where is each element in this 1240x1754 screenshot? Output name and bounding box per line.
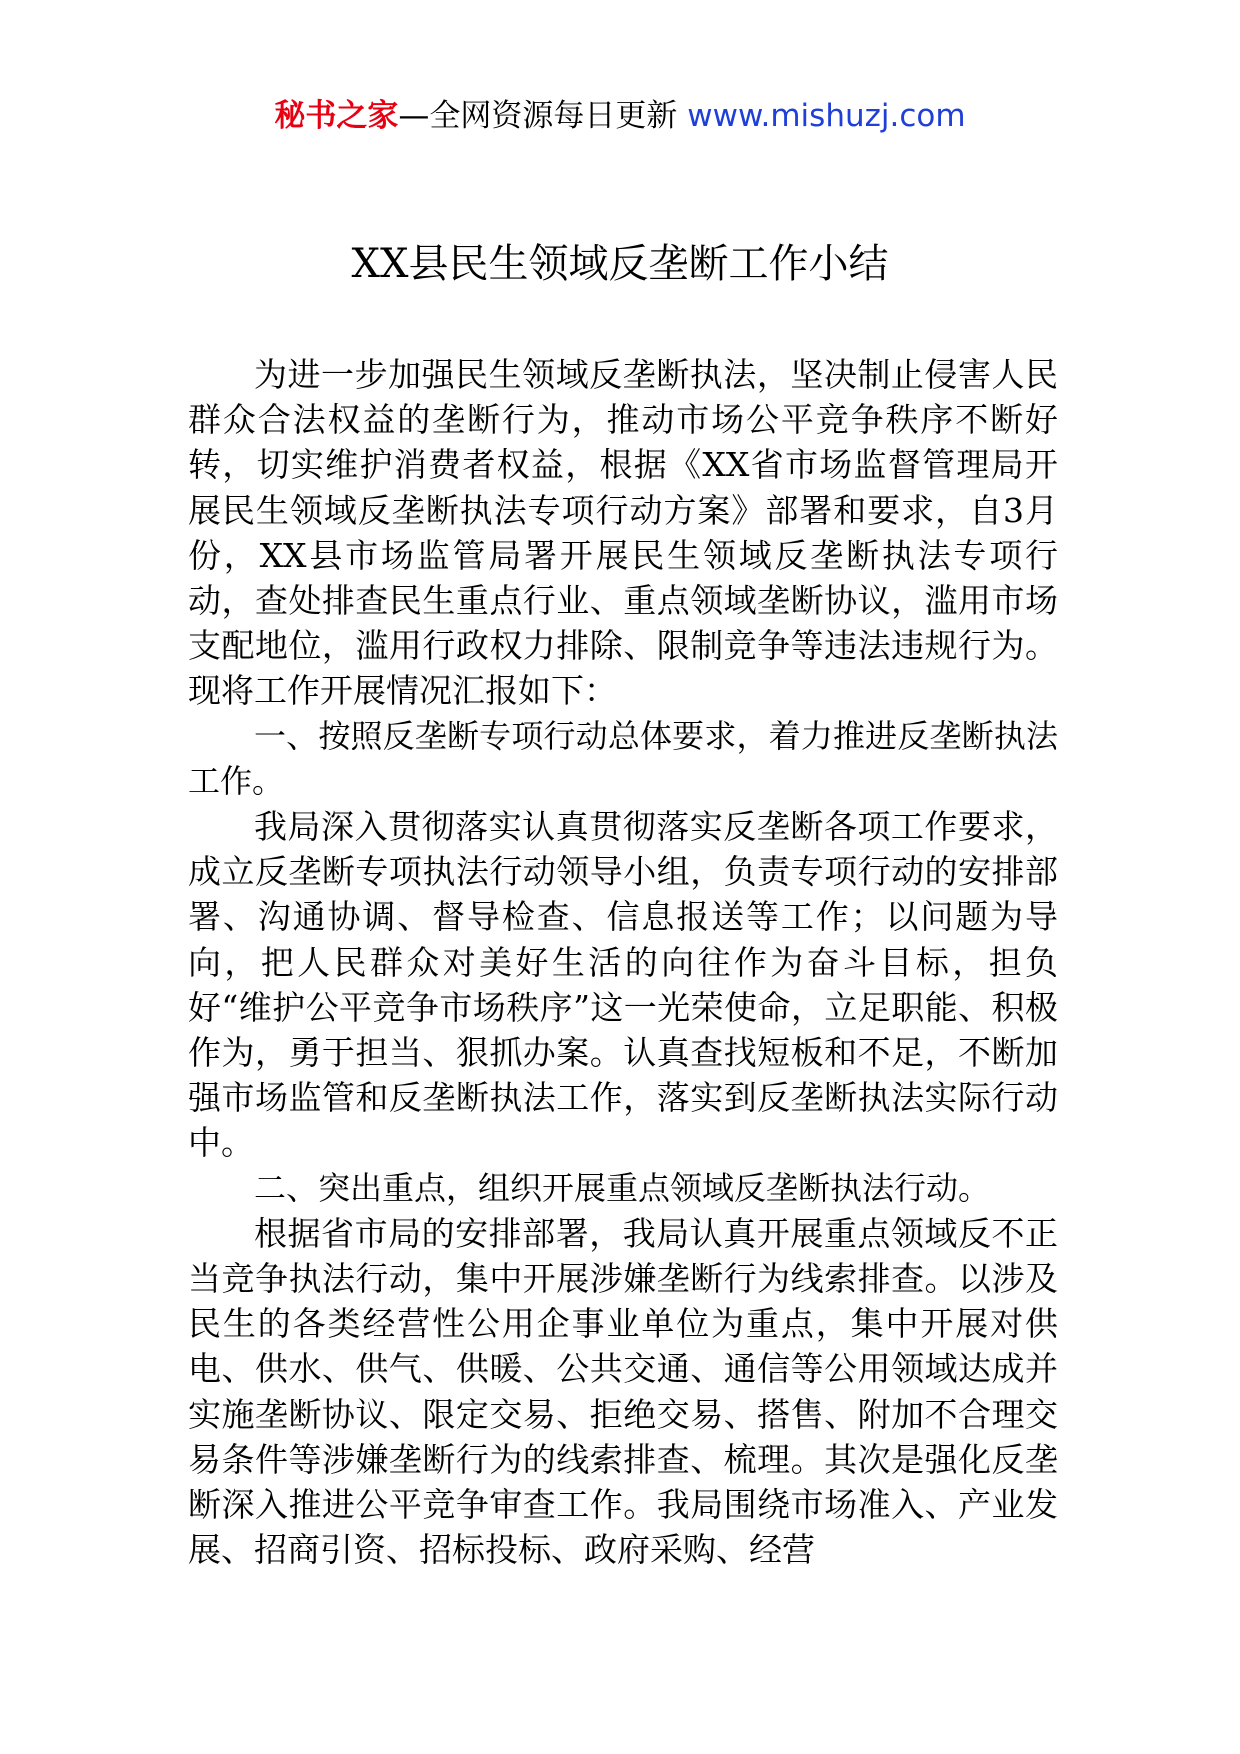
site-brand: 秘书之家 <box>274 98 399 134</box>
site-header <box>0 96 1240 136</box>
intro-paragraph: 为进一步加强民生领域反垄断执法，坚决制止侵害人民群众合法权益的垄断行为，推动市场公平竞争秩序不断好转，切实维护消费者权益，根据《XX省市场监督管理局开展民生领域反垄断执法专项行动方案》部署和要求，自3月份，XX县市场监管局署开展民生领域反垄断执法专项行动，查处排查民生重点行业、重点领域垄断协议，滥用市场支配地位，滥用行政权力排除、限制竞争等违法违规行为。现将工作开展情况汇报如下： <box>188 355 1058 711</box>
site-url-link[interactable]: www.mishuzj.com <box>687 98 966 134</box>
section-heading-2: 二、突出重点，组织开展重点领域反垄断执法行动。 <box>254 1168 991 1207</box>
document-title: XX县民生领域反垄断工作小结 <box>351 241 889 287</box>
section-1-paragraph: 我局深入贯彻落实认真贯彻落实反垄断各项工作要求，成立反垄断专项执法行动领导小组，负责专项行动的安排部署、沟通协调、督导检查、信息报送等工作；以问题为导向，把人民群众对美好生活的向往作为奋斗目标，担负好“维护公平竞争市场秩序”这一光荣使命，立足职能、积极作为，勇于担当、狠抓办案。认真查找短板和不足，不断加强市场监管和反垄断执法工作，落实到反垄断执法实际行动中。 <box>188 807 1058 1163</box>
document-body <box>188 352 1058 1572</box>
section-heading-1: 一、按照反垄断专项行动总体要求，着力推进反垄断执法工作。 <box>188 716 1058 800</box>
section-2-paragraph: 根据省市局的安排部署，我局认真开展重点领域反不正当竞争执法行动，集中开展涉嫌垄断行为线索排查。以涉及民生的各类经营性公用企事业单位为重点，集中开展对供电、供水、供气、供暖、公共交通、通信等公用领域达成并实施垄断协议、限定交易、拒绝交易、搭售、附加不合理交易条件等涉嫌垄断行为的线索排查、梳理。其次是强化反垄断深入推进公平竞争审查工作。我局围绕市场准入、产业发展、招商引资、招标投标、政府采购、经营 <box>188 1213 1058 1570</box>
site-tagline: —全网资源每日更新 <box>398 98 688 134</box>
